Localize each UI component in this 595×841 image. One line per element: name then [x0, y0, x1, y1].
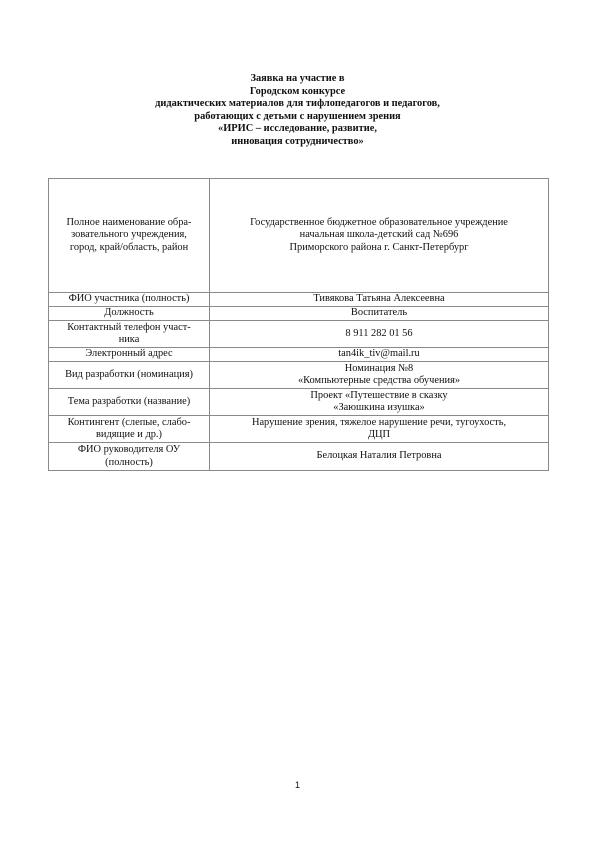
label-line: (полность): [105, 456, 153, 468]
application-form-table: [48, 178, 549, 471]
label-line: ника: [118, 334, 140, 345]
value-cell: [210, 348, 549, 362]
label-cell: [49, 179, 210, 293]
title-line-5: «ИРИС – исследование, развитие,: [218, 123, 377, 135]
title-line-4: работающих с детьми с нарушением зрения: [194, 110, 401, 122]
label-cell: [49, 307, 210, 321]
value-line: Нарушение зрения, тяжелое нарушение речи, тугоухость,: [251, 416, 507, 428]
label-line: зовательного учреждения,: [71, 229, 187, 241]
value-line: tan4ik_tiv@mail.ru: [338, 348, 420, 360]
value-cell: [210, 443, 549, 471]
value-line: Государственное бюджетное образовательное учреждение: [250, 217, 508, 229]
title-line-6: инновация сотрудничество»: [231, 135, 364, 147]
value-line: начальная школа-детский сад №696: [299, 229, 459, 241]
title-line-3: дидактических материалов для тифлопедагогов и педагогов,: [155, 98, 440, 110]
label-cell: [49, 348, 210, 362]
value-line: Проект «Путешествие в сказку: [310, 389, 448, 401]
label-cell: [49, 362, 210, 389]
value-cell: [210, 293, 549, 307]
table-row-contingent: [49, 416, 549, 443]
table-row-phone: [49, 321, 549, 348]
label-cell: [49, 416, 210, 443]
value-line: ДЦП: [367, 429, 391, 440]
value-cell: [210, 179, 549, 293]
value-line: 8 911 282 01 56: [345, 327, 413, 339]
table-row-position: [49, 307, 549, 321]
title-line-2: Городском конкурсе: [249, 85, 346, 97]
value-line: «Заюшкина изушка»: [333, 402, 425, 413]
label-line: город, край/область, район: [69, 241, 189, 253]
value-cell: [210, 362, 549, 389]
value-line: Белоцкая Наталия Петровна: [316, 450, 442, 462]
table-row-nomination: [49, 362, 549, 389]
table-row-institution: [49, 179, 549, 293]
label-line: Контактный телефон участ-: [67, 321, 191, 333]
value-line: Тивякова Татьяна Алексеевна: [313, 293, 445, 305]
label-line: ФИО участника (полность): [68, 293, 190, 305]
document-title: [0, 73, 595, 149]
label-line: Вид разработки (номинация): [65, 368, 193, 380]
label-line: Должность: [104, 307, 154, 319]
value-cell: [210, 307, 549, 321]
title-line-1: Заявка на участие в: [250, 73, 345, 84]
value-cell: [210, 416, 549, 443]
label-line: ФИО руководителя ОУ: [77, 444, 181, 456]
label-line: Тема разработки (название): [67, 395, 191, 407]
page-number: 1: [294, 780, 300, 790]
value-line: Приморского района г. Санкт-Петербург: [289, 241, 469, 253]
label-cell: [49, 389, 210, 416]
table-row-participant: [49, 293, 549, 307]
value-line: «Компьютерные средства обучения»: [297, 375, 461, 386]
table-row-director: [49, 443, 549, 471]
label-line: Электронный адрес: [85, 348, 173, 360]
label-line: Контингент (слепые, слабо-: [67, 416, 191, 428]
value-cell: [210, 389, 549, 416]
label-line: видящие и др.): [95, 429, 162, 440]
value-line: Номинация №8: [344, 362, 414, 374]
label-line: Полное наименование обра-: [66, 217, 192, 229]
label-cell: [49, 321, 210, 348]
label-cell: [49, 443, 210, 471]
value-line: Воспитатель: [350, 307, 408, 319]
table-row-topic: [49, 389, 549, 416]
value-cell: [210, 321, 549, 348]
table-row-email: [49, 348, 549, 362]
label-cell: [49, 293, 210, 307]
